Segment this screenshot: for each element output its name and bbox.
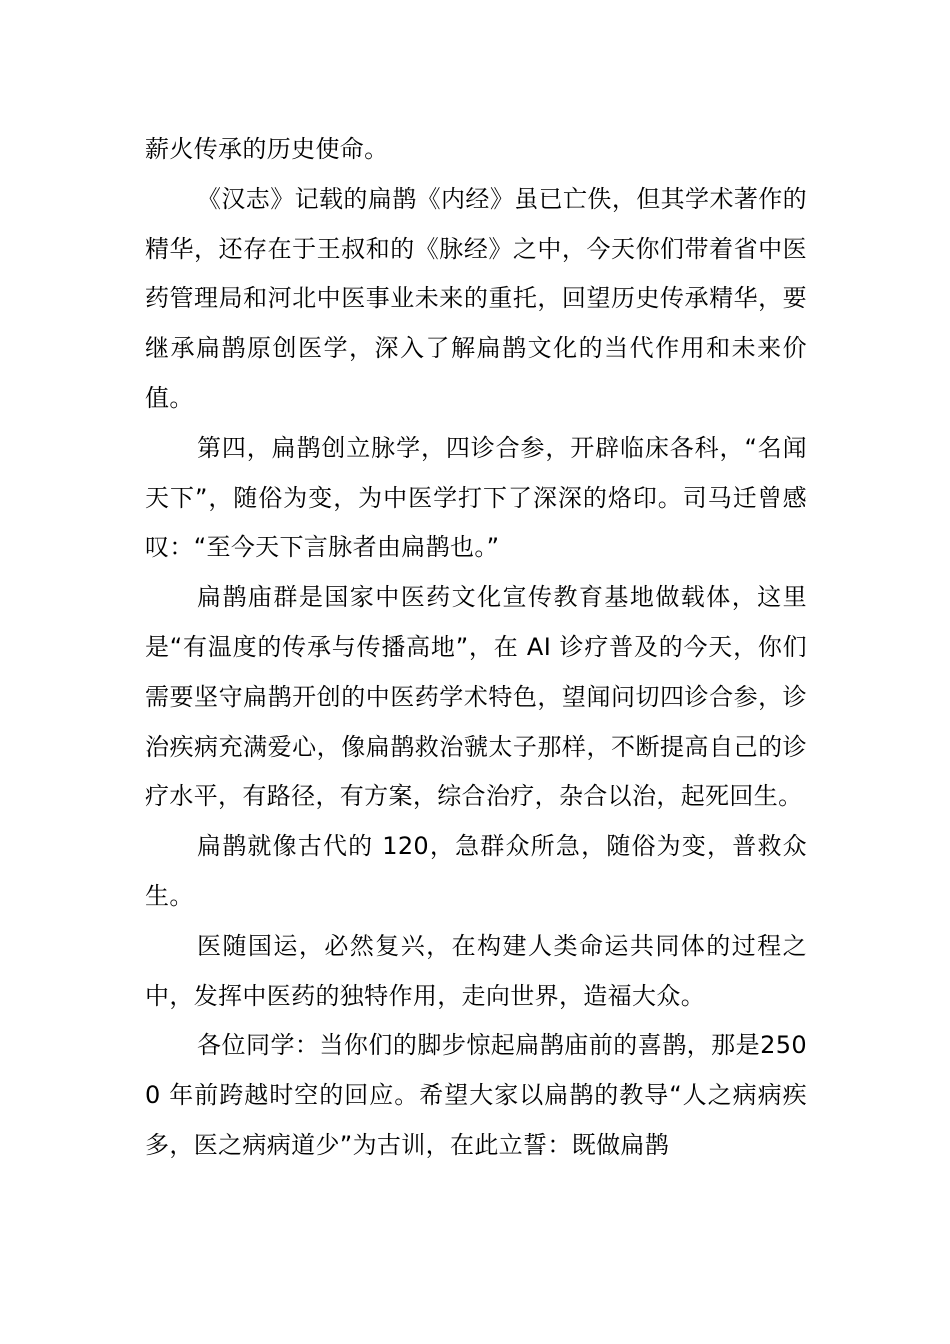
paragraph-5: 扁鹊就像古代的 120，急群众所急，随俗为变，普救众生。 bbox=[145, 832, 807, 910]
paragraph-6: 医随国运，必然复兴，在构建人类命运共同体的过程之中，发挥中医药的独特作用，走向世界，造福大众。 bbox=[145, 931, 807, 1010]
body-text bbox=[145, 125, 807, 1171]
paragraph-2: 《汉志》记载的扁鹊《内经》虽已亡佚，但其学术著作的精华，还存在于王叔和的《脉经》之中，今天你们带着省中医药管理局和河北中医事业未来的重托，回望历史传承精华，要继承扁鹊原创医学，深入了解扁鹊文化的当代作用和未来价值。 bbox=[145, 184, 807, 412]
paragraph-3: 第四，扁鹊创立脉学，四诊合参，开辟临床各科，“名闻天下”，随俗为变，为中医学打下了深深的烙印。司马迁曾感叹：“至今天下言脉者由扁鹊也。” bbox=[145, 433, 807, 562]
paragraph-1: 薪火传承的历史使命。 bbox=[145, 135, 389, 163]
paragraph-4: 扁鹊庙群是国家中医药文化宣传教育基地做载体，这里是“有温度的传承与传播高地”，在 AI 诊疗普及的今天，你们需要坚守扁鹊开创的中医药学术特色，望闻问切四诊合参，诊治疾病充满爱心，像扁鹊救治虢太子那样，不断提高自己的诊疗水平，有路径，有方案，综合治疗，杂合以治，起死回生。 bbox=[145, 583, 807, 811]
paragraph-7: 各位同学：当你们的脚步惊起扁鹊庙前的喜鹊，那是2500 年前跨越时空的回应。希望大家以扁鹊的教导“人之病病疾多，医之病病道少”为古训，在此立誓：既做扁鹊 bbox=[145, 1031, 807, 1159]
